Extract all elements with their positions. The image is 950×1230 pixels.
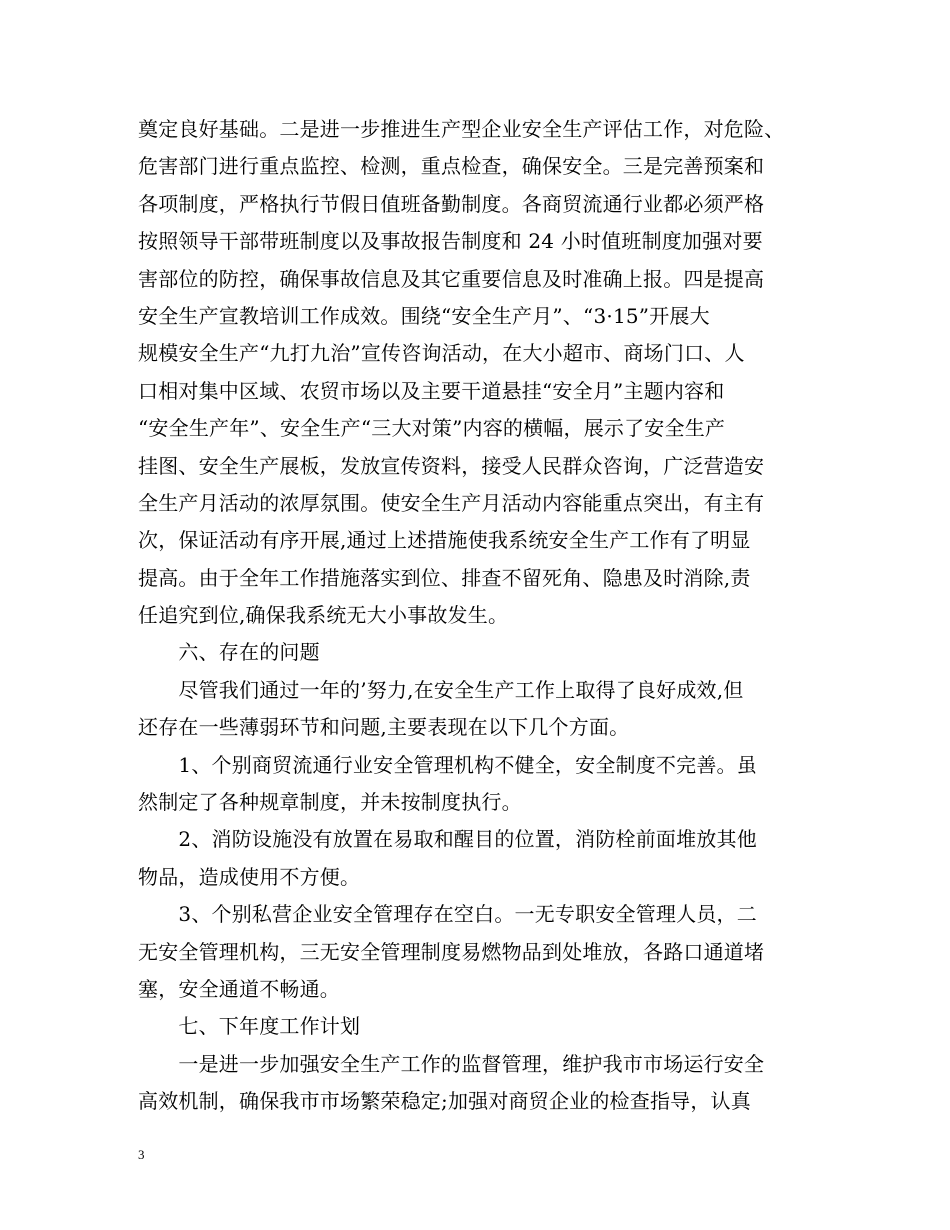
text-line: 全生产月活动的浓厚氛围。使安全生产月活动内容能重点突出，有主有 bbox=[138, 490, 765, 515]
text-line: 高效机制，确保我市市场繁荣稳定;加强对商贸企业的检查指导，认真 bbox=[138, 1089, 751, 1114]
list-item-line: 无安全管理机构，三无安全管理制度易燃物品到处堆放，各路口通道堵 bbox=[138, 939, 765, 964]
text-line: 一是进一步加强安全生产工作的监督管理，维护我市市场运行安全 bbox=[138, 1051, 765, 1076]
text-line: 口相对集中区域、农贸市场以及主要干道悬挂“安全月”主题内容和 bbox=[138, 378, 725, 403]
section-heading: 六、存在的问题 bbox=[138, 640, 320, 665]
text-line: 规模安全生产“九打九治”宣传咨询活动，在大小超市、商场门口、人 bbox=[138, 341, 745, 366]
text-line: 尽管我们通过一年的’努力,在安全生产工作上取得了良好成效,但 bbox=[138, 677, 744, 702]
text-line: 提高。由于全年工作措施落实到位、排查不留死角、隐患及时消除,责 bbox=[138, 565, 751, 590]
text-line: 危害部门进行重点监控、检测，重点检查，确保安全。三是完善预案和 bbox=[138, 154, 765, 179]
page-number: 3 bbox=[138, 1147, 145, 1162]
text-line: 挂图、安全生产展板，发放宣传资料，接受人民群众咨询，广泛营造安 bbox=[138, 453, 765, 478]
text-line: 奠定良好基础。二是进一步推进生产型企业安全生产评估工作，对危险、 bbox=[138, 117, 785, 141]
text-line: 还存在一些薄弱环节和问题,主要表现在以下几个方面。 bbox=[138, 715, 630, 740]
list-item-line: 塞，安全通道不畅通。 bbox=[138, 976, 340, 1001]
text-line: 次，保证活动有序开展,通过上述措施使我系统安全生产工作有了明显 bbox=[138, 528, 751, 553]
list-item-line: 物品，造成使用不方便。 bbox=[138, 864, 361, 889]
list-item-line: 2、消防设施没有放置在易取和醒目的位置，消防栓前面堆放其他 bbox=[138, 827, 757, 852]
text-line: 安全生产宣教培训工作成效。围绕“安全生产月”、“3·15”开展大 bbox=[138, 303, 710, 328]
list-item-line: 然制定了各种规章制度，并未按制度执行。 bbox=[138, 790, 522, 815]
section-heading: 七、下年度工作计划 bbox=[138, 1014, 361, 1039]
list-item-line: 1、个别商贸流通行业安全管理机构不健全，安全制度不完善。虽 bbox=[138, 752, 757, 777]
list-item-line: 3、个别私营企业安全管理存在空白。一无专职安全管理人员，二 bbox=[138, 902, 757, 927]
text-line: 按照领导干部带班制度以及事故报告制度和 24 小时值班制度加强对要 bbox=[138, 229, 763, 254]
text-line: 害部位的防控，确保事故信息及其它重要信息及时准确上报。四是提高 bbox=[138, 266, 765, 291]
text-line: 各项制度，严格执行节假日值班备勤制度。各商贸流通行业都必须严格 bbox=[138, 191, 765, 216]
text-line: 任追究到位,确保我系统无大小事故发生。 bbox=[138, 603, 509, 628]
text-line: “安全生产年”、安全生产“三大对策”内容的横幅，展示了安全生产 bbox=[138, 416, 726, 441]
body-text bbox=[138, 111, 818, 1121]
